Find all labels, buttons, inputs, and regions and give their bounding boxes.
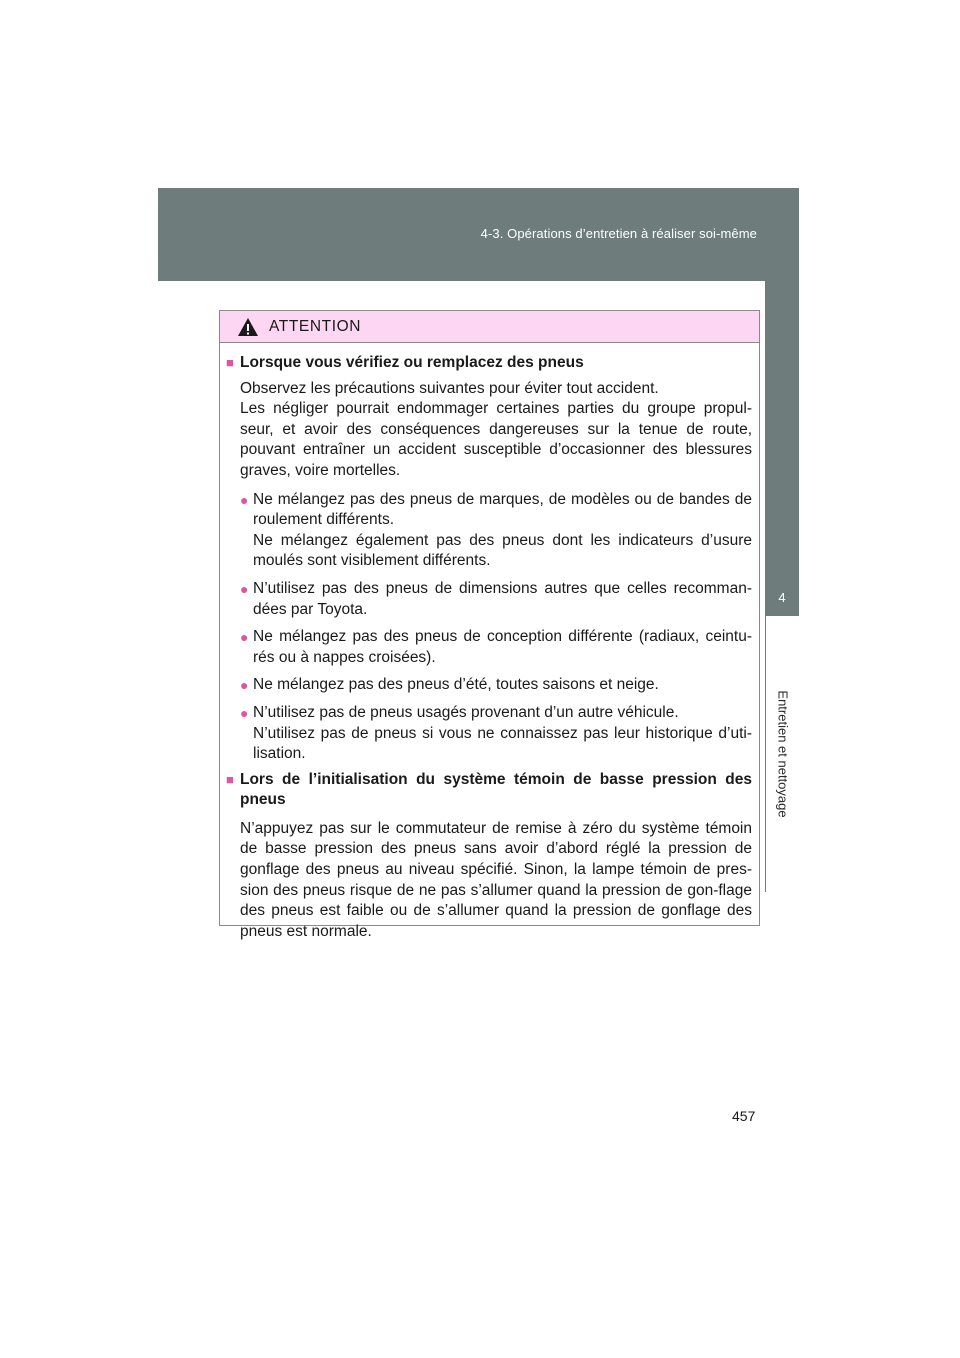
warning-triangle-icon: [237, 317, 259, 337]
page-number: 457: [732, 1108, 756, 1124]
chapter-label-area: [765, 616, 799, 892]
circle-bullet-icon: ●: [240, 629, 249, 646]
list-item: ● N’utilisez pas des pneus de dimensions autres que celles recomman-dées par Toyota.: [226, 579, 752, 620]
list-item: ● Ne mélangez pas des pneus de marques, de modèles ou de bandes de roulement différents. Ne mélangez également pas des pneus dont les indicateurs d’usure moulés sont visiblement différents.: [226, 490, 752, 572]
list-item: ● Ne mélangez pas des pneus d’été, toutes saisons et neige.: [226, 675, 752, 696]
circle-bullet-icon: ●: [240, 580, 249, 597]
paragraph: Observez les précautions suivantes pour éviter tout accident.: [240, 379, 659, 397]
warning-title: ATTENTION: [269, 317, 362, 335]
chapter-side-tab: [765, 281, 799, 892]
warning-header: [220, 311, 759, 343]
chapter-label: Entretien et nettoyage: [775, 690, 791, 818]
square-bullet-icon: ■: [226, 355, 234, 370]
list-item: ● Ne mélangez pas des pneus de conception différente (radiaux, ceintu-rés ou à nappes croisées).: [226, 627, 752, 668]
circle-bullet-icon: ●: [240, 704, 249, 721]
section-title: 4-3. Opérations d’entretien à réaliser soi-même: [480, 226, 757, 241]
circle-bullet-icon: ●: [240, 677, 249, 694]
paragraph: Les négliger pourrait endommager certaines parties du groupe propul-seur, et avoir des conséquences dangereuses sur la tenue de route, pouvant entraîner un accident susceptible d’occasionner des blessures graves, voire mortelles.: [240, 400, 752, 479]
square-bullet-icon: ■: [226, 771, 234, 787]
chapter-number: 4: [765, 585, 799, 611]
section-heading: ■ Lors de l’initialisation du système témoin de basse pression des pneus: [226, 770, 752, 811]
warning-box: [219, 310, 760, 940]
header-band: [158, 188, 799, 281]
circle-bullet-icon: ●: [240, 491, 249, 508]
paragraph: N’appuyez pas sur le commutateur de remise à zéro du système témoin de basse pression des pneus sans avoir d’abord réglé la pression de gonflage des pneus au niveau spécifié. Sinon, la lampe témoin de pres-sion des pneus risque de ne pas s’allumer quand la pression de gon-flage des pneus est faible ou de s’allumer quand la pression de gonflage des pneus est normale.: [240, 819, 752, 940]
list-item: ● N’utilisez pas de pneus usagés provenant d’un autre véhicule. N’utilisez pas de pneus si vous ne connaissez pas leur historique d’uti-lisation.: [226, 703, 752, 765]
section-heading: ■ Lorsque vous vérifiez ou remplacez des pneus: [226, 353, 752, 374]
warning-body: [220, 343, 759, 942]
